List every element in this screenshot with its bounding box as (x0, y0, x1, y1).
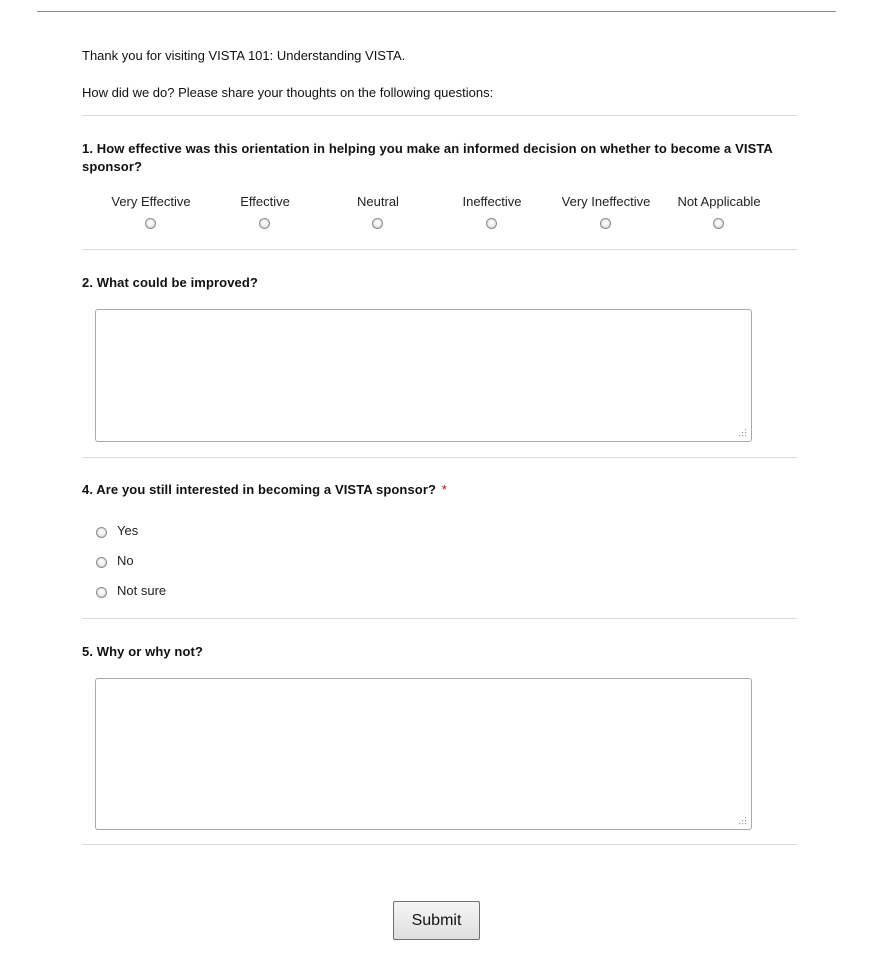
scale-option-label: Effective (240, 194, 290, 209)
radio-no[interactable] (96, 557, 107, 568)
radio-very-ineffective[interactable] (600, 218, 611, 229)
resize-grip-icon[interactable] (738, 816, 747, 825)
submit-button[interactable]: Submit (393, 901, 480, 940)
question-5-text: 5. Why or why not? (82, 644, 203, 659)
option-label: No (117, 553, 134, 568)
scale-option-label: Ineffective (462, 194, 522, 209)
scale-option-label: Neutral (357, 194, 399, 209)
radio-effective[interactable] (259, 218, 270, 229)
question-4-text (82, 481, 797, 499)
radio-yes[interactable] (96, 527, 107, 538)
intro-prompt: How did we do? Please share your thoughts on the following questions: (82, 85, 494, 100)
divider (82, 115, 797, 116)
divider (82, 844, 797, 845)
resize-grip-icon[interactable] (738, 428, 747, 437)
question-4-label: 4. Are you still interested in becoming a VISTA sponsor? (82, 482, 437, 497)
radio-not-sure[interactable] (96, 587, 107, 598)
option-label: Yes (117, 523, 139, 538)
top-rule (37, 11, 836, 12)
question-1-text: 1. How effective was this orientation in helping you make an informed decision on whether to become a VISTA sponsor? (82, 141, 773, 174)
radio-not-applicable[interactable] (713, 218, 724, 229)
radio-very-effective[interactable] (145, 218, 156, 229)
option-label: Not sure (117, 583, 167, 598)
radio-ineffective[interactable] (486, 218, 497, 229)
required-asterisk: * (441, 482, 447, 497)
radio-neutral[interactable] (372, 218, 383, 229)
improvement-textarea[interactable] (95, 309, 752, 442)
intro-thanks: Thank you for visiting VISTA 101: Understanding VISTA. (82, 48, 406, 63)
scale-option-label: Very Ineffective (561, 194, 651, 209)
scale-option-label: Very Effective (111, 194, 191, 209)
divider (82, 249, 797, 250)
scale-option-label: Not Applicable (677, 194, 761, 209)
scale-option-not-applicable[interactable] (649, 194, 789, 210)
divider (82, 618, 797, 619)
question-2-text: 2. What could be improved? (82, 275, 258, 290)
why-textarea[interactable] (95, 678, 752, 830)
divider (82, 457, 797, 458)
